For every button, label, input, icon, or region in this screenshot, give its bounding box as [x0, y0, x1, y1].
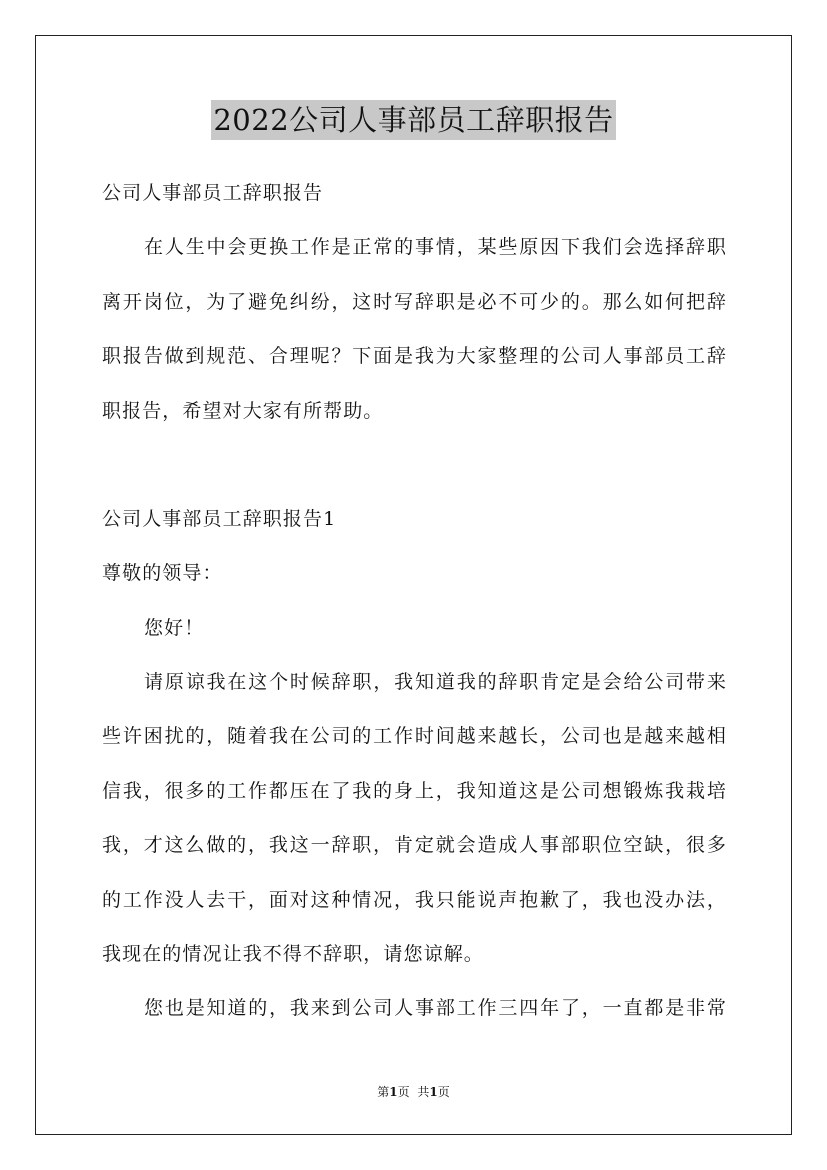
section-heading: 公司人事部员工辞职报告1 — [102, 508, 337, 530]
footer-page-prefix: 第 — [377, 1085, 390, 1099]
document-title: 2022公司人事部员工辞职报告 — [211, 100, 615, 140]
footer-total-prefix: 共 — [417, 1085, 430, 1099]
footer-page-suffix: 页 — [397, 1085, 410, 1099]
paragraph-line: 我现在的情况让我不得不辞职，请您谅解。 — [102, 943, 484, 965]
paragraph-line: 职报告做到规范、合理呢？下面是我为大家整理的公司人事部员工辞 — [102, 345, 727, 367]
paragraph-line: 的工作没人去干，面对这种情况，我只能说声抱歉了，我也没办法， — [102, 889, 727, 911]
paragraph-line: 些许困扰的，随着我在公司的工作时间越来越长，公司也是越来越相 — [102, 725, 727, 747]
salutation: 尊敬的领导： — [102, 562, 223, 584]
title-wrap — [0, 100, 827, 140]
greeting: 您好！ — [144, 617, 205, 639]
footer-total-suffix: 页 — [437, 1085, 450, 1099]
footer-page-number: 1 — [389, 1085, 398, 1099]
subtitle-line: 公司人事部员工辞职报告 — [102, 182, 324, 204]
paragraph-line: 职报告，希望对大家有所帮助。 — [102, 400, 384, 422]
paragraph-line: 在人生中会更换工作是正常的事情，某些原因下我们会选择辞职 — [144, 236, 727, 258]
paragraph-line: 您也是知道的，我来到公司人事部工作三四年了，一直都是非常 — [144, 997, 727, 1019]
page-footer — [0, 1084, 827, 1100]
footer-total-number: 1 — [429, 1085, 438, 1099]
paragraph-line: 我，才这么做的，我这一辞职，肯定就会造成人事部职位空缺，很多 — [102, 834, 727, 856]
paragraph-line: 信我，很多的工作都压在了我的身上，我知道这是公司想锻炼我栽培 — [102, 780, 727, 802]
paragraph-line: 请原谅我在这个时候辞职，我知道我的辞职肯定是会给公司带来 — [144, 671, 727, 693]
paragraph-line: 离开岗位，为了避免纠纷，这时写辞职是必不可少的。那么如何把辞 — [102, 291, 727, 313]
